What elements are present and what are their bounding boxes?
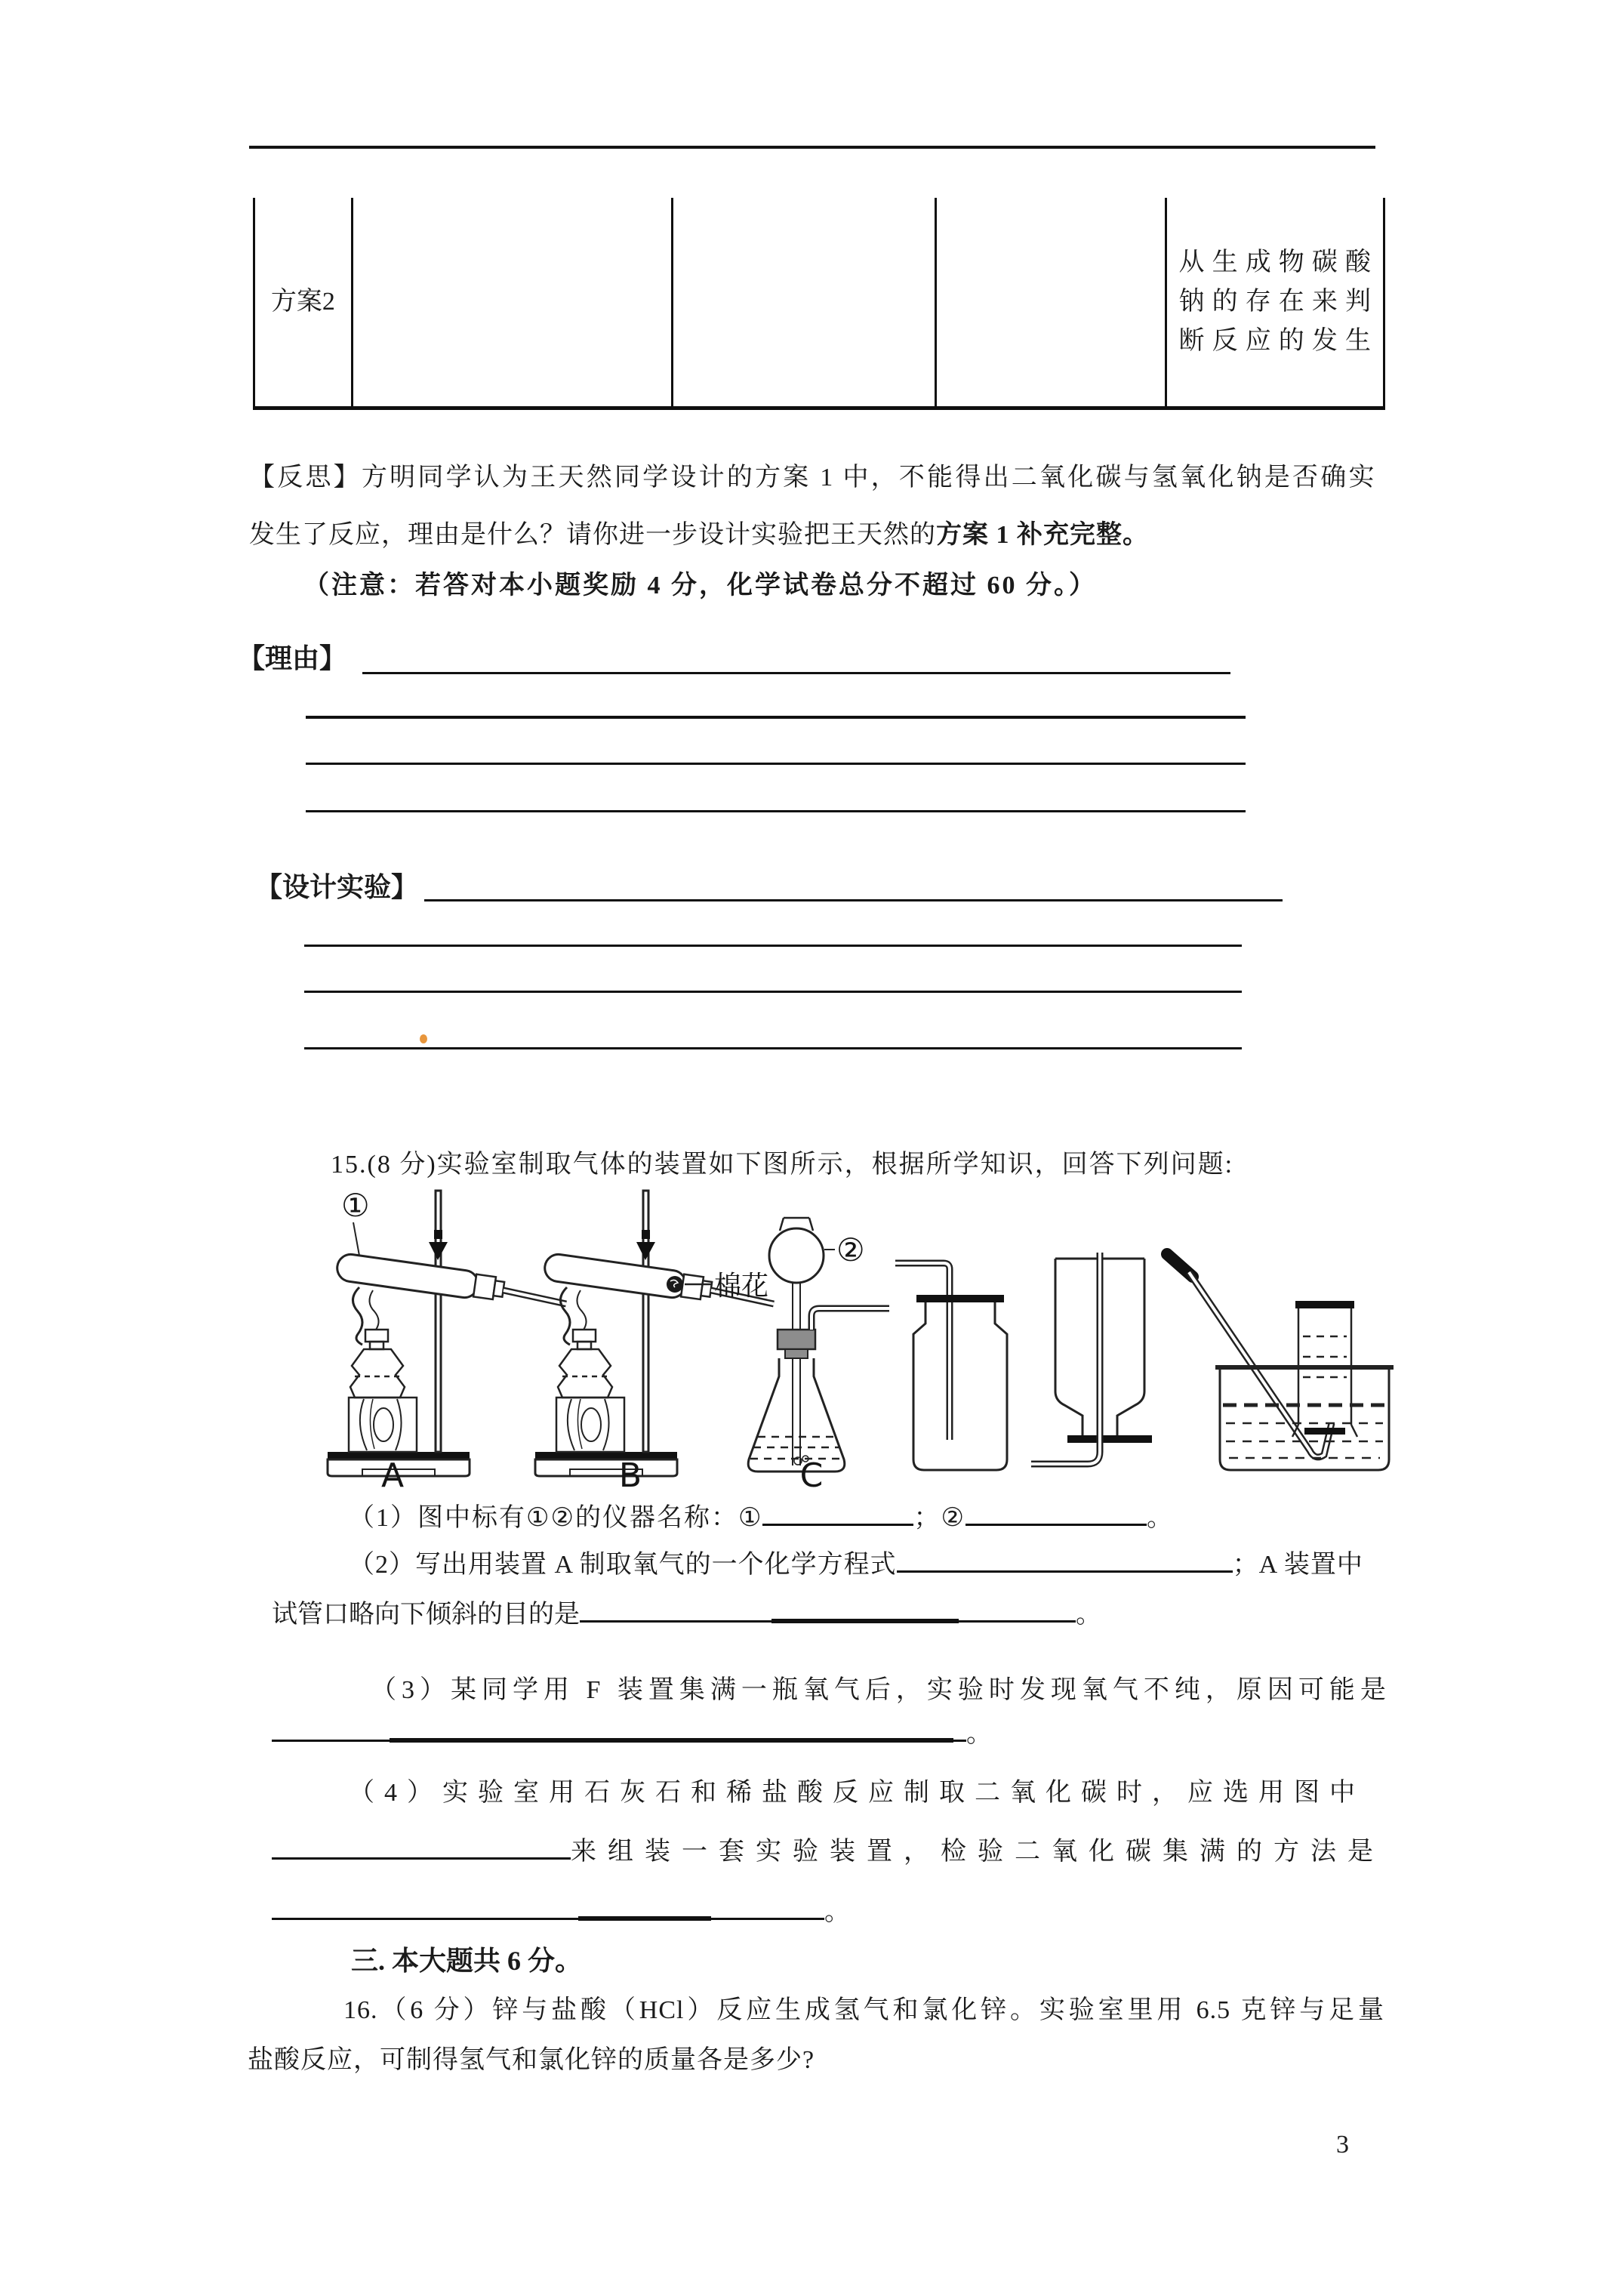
device-label-c: C: [799, 1456, 824, 1491]
q15-part1-end: 。: [1146, 1504, 1174, 1532]
principle-line: 从 生 成 物 碳 酸: [1178, 248, 1371, 276]
answer-blank: [272, 1714, 966, 1742]
design-answer-line: [304, 991, 1242, 993]
answer-blank: [897, 1545, 1233, 1573]
q15-part3-line2-end: 。: [966, 1720, 992, 1748]
apparatus-figure: [317, 1174, 1397, 1491]
q15-part2-line2-text: 试管口略向下倾斜的目的是: [272, 1601, 580, 1629]
blank-overstrike: [390, 1738, 953, 1743]
q15-part4-line2: [272, 1832, 1384, 1868]
q15-intro: 15.(8 分)实验室制取气体的装置如下图所示，根据所学知识，回答下列问题:: [331, 1151, 1234, 1179]
apparatus-e-inverted-bottle: [1031, 1253, 1152, 1464]
reason-answer-line: [306, 763, 1246, 765]
table-empty-cell-2: [671, 198, 935, 406]
answer-blank: [580, 1595, 1076, 1623]
callout-1-icon: ①: [341, 1187, 370, 1224]
reason-label: 【理由】: [238, 643, 347, 673]
answer-blank: [762, 1498, 913, 1526]
q15-part2-text: （2）写出用装置 A 制取氧气的一个化学方程式: [349, 1551, 897, 1579]
table-principle-cell: [1165, 198, 1383, 406]
apparatus-c-flask-funnel: [748, 1218, 889, 1472]
q15-part1-mid: ；②: [913, 1504, 965, 1532]
reflection-line1: 【反思】方明同学认为王天然同学设计的方案 1 中，不能得出二氧化碳与氢氧化钠是否确实: [249, 464, 1375, 492]
q15-part4-line1: （4）实验室用石灰石和稀盐酸反应制取二氧化碳时，应选用图中: [349, 1779, 1365, 1807]
principle-line: 断 反 应 的 发 生: [1178, 327, 1371, 355]
cotton-label: 棉花: [714, 1271, 769, 1302]
experiment-plan-table: [253, 198, 1385, 410]
apparatus-a-heated-test-tube: [328, 1191, 566, 1476]
reflection-note: （注意：若答对本小题奖励 4 分，化学试卷总分不超过 60 分。）: [303, 572, 1097, 599]
q16-line2: 盐酸反应，可制得氢气和氯化锌的质量各是多少?: [248, 2046, 815, 2074]
apparatus-b-heated-test-tube-cotton: [535, 1191, 774, 1476]
reason-answer-line: [306, 810, 1246, 812]
design-answer-line: [304, 945, 1242, 947]
table-row-label-cell: [253, 198, 351, 406]
apparatus-f-water-trough: [1167, 1254, 1394, 1470]
q15-part2-line1: [349, 1545, 1363, 1581]
reason-answer-line: [306, 716, 1246, 719]
design-label: 【设计实验】: [255, 872, 419, 902]
reflection-line2-normal: 发生了反应，理由是什么？请你进一步设计实验把王天然的: [249, 521, 936, 549]
q15-part1-line: [349, 1498, 1174, 1534]
q15-part3-line2: [272, 1714, 992, 1750]
page-number: 3: [1336, 2131, 1349, 2159]
q15-part4-line3: [272, 1892, 850, 1928]
principle-line: 钠 的 存 在 来 判: [1178, 288, 1371, 316]
blank-overstrike: [771, 1619, 959, 1623]
q15-part4-line3-end: 。: [824, 1898, 850, 1926]
answer-blank: [272, 1892, 824, 1920]
apparatus-d-gas-bottle: [895, 1263, 1007, 1470]
device-label-b: B: [618, 1456, 642, 1491]
design-answer-line: [304, 1047, 1242, 1049]
reflection-line2: [249, 519, 1149, 551]
callout-2-icon: ②: [836, 1231, 865, 1268]
q15-part3-line1: （3）某同学用 F 装置集满一瓶氧气后，实验时发现氧气不纯，原因可能是: [371, 1676, 1391, 1704]
blank-overstrike: [578, 1916, 711, 1921]
answer-blank: [965, 1498, 1147, 1526]
table-empty-cell-3: [935, 198, 1164, 406]
plan2-label: 方案2: [270, 288, 335, 316]
header-rule: [249, 146, 1375, 149]
device-label-a: A: [380, 1456, 405, 1491]
scan-artifact-speck: [420, 1034, 427, 1043]
answer-blank: [272, 1832, 571, 1860]
reason-answer-line: [362, 672, 1230, 674]
q15-part4-line2-text: 来组装一套实验装置，检验二氧化碳集满的方法是: [571, 1838, 1384, 1866]
table-empty-cell-1: [351, 198, 671, 406]
section3-heading: 三. 本大题共 6 分。: [351, 1946, 583, 1976]
q15-part2-line2: [272, 1595, 1101, 1631]
q16-line1: 16.（6 分）锌与盐酸（HCl）反应生成氢气和氯化锌。实验室里用 6.5 克锌与足量: [343, 1996, 1384, 2024]
reflection-line2-bold: 方案 1 补充完整。: [936, 521, 1149, 549]
q15-part2-tail: ；A 装置中: [1232, 1551, 1363, 1579]
design-answer-line: [424, 899, 1283, 901]
q15-part2-line2-end: 。: [1076, 1601, 1101, 1629]
q15-part1-text: （1）图中标有①②的仪器名称：①: [349, 1504, 763, 1532]
